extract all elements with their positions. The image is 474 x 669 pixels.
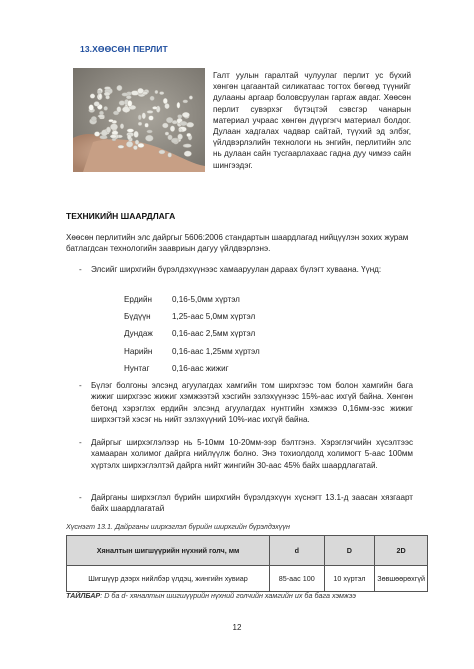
perlite-granule <box>145 135 153 141</box>
table-caption: Хүснэгт 13.1. Дайрганы ширхэглэл бүрийн ширхгийн бүрэлдэхүүн <box>66 522 290 531</box>
tech-requirements-heading: ТЕХНИКИЙН ШААРДЛАГА <box>66 211 176 221</box>
perlite-granule <box>166 117 173 123</box>
perlite-granule <box>104 106 108 110</box>
perlite-granule <box>165 103 170 108</box>
perlite-granule <box>99 94 102 100</box>
bullet-dash: - <box>79 438 82 447</box>
perlite-granule <box>138 115 141 120</box>
perlite-granule <box>94 102 100 107</box>
perlite-granule <box>155 90 158 93</box>
perlite-granule <box>90 94 95 99</box>
perlite-granule <box>119 101 125 106</box>
perlite-granule <box>104 92 110 96</box>
table-cell: Шигшүүр дээрх нийлбэр үлдэц, жингийн хувиар <box>67 566 270 592</box>
perlite-granule <box>184 151 191 157</box>
perlite-granule <box>117 107 121 113</box>
size-name: Дундаж <box>124 329 153 339</box>
table-header-cell: D <box>324 536 375 566</box>
page-number: 12 <box>232 623 242 632</box>
size-range: 0,16-аас жижиг <box>172 363 229 373</box>
perlite-granule <box>147 130 153 133</box>
perlite-granule <box>120 124 124 129</box>
size-name: Нарийн <box>124 346 153 356</box>
bullet-item <box>79 492 413 515</box>
perlite-granule <box>159 150 165 154</box>
perlite-granule <box>94 132 99 137</box>
perlite-granule <box>110 135 117 138</box>
perlite-granule <box>135 140 139 145</box>
size-range: 1,25-аас 5,0мм хүртэл <box>172 312 256 322</box>
tech-requirements-paragraph: Хөөсөн перлитийн элс дайргыг 5606:2006 стандартын шаардлагад нийцүүлэн зохих журам батлагдсан технологийн заавриын дагуу үйлдвэрлэнэ. <box>66 233 409 254</box>
table-row <box>67 566 428 592</box>
perlite-granule <box>160 92 164 95</box>
perlite-photo <box>73 68 205 172</box>
size-range: 0,16-аас 1,25мм хүртэл <box>172 346 260 356</box>
table-note <box>66 591 356 600</box>
perlite-granule <box>177 102 180 108</box>
perlite-granule <box>152 106 157 109</box>
table-cell: 85-аас 100 <box>270 566 325 592</box>
perlite-granule <box>186 122 193 127</box>
perlite-granule <box>134 131 139 137</box>
perlite-granule <box>189 96 192 100</box>
perlite-granule <box>168 153 172 157</box>
perlite-granule <box>133 146 137 150</box>
perlite-granule <box>178 115 182 119</box>
bullet-item <box>79 264 411 275</box>
perlite-granule <box>171 138 177 143</box>
perlite-granule <box>147 110 153 113</box>
perlite-granule <box>128 100 133 106</box>
perlite-granule <box>179 129 183 132</box>
perlite-granule <box>127 129 134 133</box>
perlite-granule <box>183 100 188 103</box>
perlite-granule <box>126 141 133 147</box>
perlite-granule <box>138 88 144 93</box>
table-header-cell: Хяналтын шигшүүрийн нүхний голч, мм <box>67 536 270 566</box>
perlite-granule <box>109 119 114 122</box>
grading-table <box>66 535 428 592</box>
table-cell: 10 хүртэл <box>324 566 375 592</box>
intro-paragraph: Галт уулын гаралтай чулуулаг перлит ус бүхий хөнгөн цагаантай силикатаас тогтох бөгөөд түүнийг дулааны аргаар боловсруулан гаргаж авдаг. Хөөсөн перлит сувэрхэг бүтэцтэй сэвсгэр чанарын материал учраас хөнгөн дүүргэгч материал болдог. Дулаан хадгалах чадвар сайтай, түүхий эд элбэг, үйлдвэрлэлийн технологи нь энгийн, перлитийн элс нь дулаан сайн тусгаарлахаас гадна дуу чимээ сайн шингээдэг. <box>213 71 411 170</box>
bullet-text: Дайргыг ширхэглэлээр нь 5-10мм 10-20мм-ээр бэлтгэнэ. Хэрэглэгчийн хүсэлтээс хамааран холимог дайрга нийлүүлж болно. Энэ тохиолдолд холимогт 5-аас 100мм хүртэлх ширхэглэлтэй дайрга нийт жингийн 30-аас 45% байх шаардлагатай. <box>91 438 413 470</box>
section-title: 13.ХӨӨСӨН ПЕРЛИТ <box>80 44 168 54</box>
perlite-granule <box>104 87 110 90</box>
perlite-granule <box>127 134 131 140</box>
table-header-cell: d <box>270 536 325 566</box>
note-text: : D ба d- хяналтын шигшүүрийн нүхний голчийн хамгийн их ба бага хэмжээ <box>100 591 356 600</box>
perlite-granule <box>182 112 189 117</box>
perlite-granule <box>150 96 154 100</box>
bullet-text: Дайрганы ширхэглэл бүрийн ширхгийн бүрэлдэхүүн хүснэгт 13.1-д заасан хязгаарт байх шаардлагатай <box>91 493 413 514</box>
perlite-granule <box>162 123 168 128</box>
perlite-granule <box>184 144 192 148</box>
size-range: 0,16-5,0мм хүртэл <box>172 295 240 304</box>
perlite-granule <box>163 98 167 104</box>
perlite-granule <box>165 132 169 135</box>
perlite-granule <box>178 134 183 140</box>
perlite-granule <box>149 116 154 121</box>
bullet-dash: - <box>79 493 82 502</box>
bullet-dash: - <box>79 265 82 274</box>
perlite-granule <box>98 115 105 118</box>
table-header-cell: 2D <box>375 536 428 566</box>
perlite-granule <box>145 123 149 127</box>
size-name: Ердийн <box>124 295 152 304</box>
perlite-granule <box>117 85 122 90</box>
bullet-item <box>79 437 413 471</box>
perlite-hand-image <box>73 68 205 172</box>
perlite-granule <box>91 116 96 121</box>
note-lead: ТАЙЛБАР <box>66 591 101 600</box>
perlite-granule <box>110 124 117 130</box>
bullet-text: Бүлэг болгоны элсэнд агуулагдах хамгийн том ширхгээс том болон хамгийн бага жижиг ширхгээс жижиг хэмжээтэй хэсгийн эзлэхүүнээс 15%-аас ихгүй байна. Хөнгөн бетонд хэрэглэх ердийн элсэнд агуулагдах нунтгийн хэмжээ 0,16мм-ээс жижиг ширхэгтэй хэсэг нь нийт эзлэхүүний 10%-иас ихгүй байна. <box>91 381 413 425</box>
perlite-granule <box>142 113 146 119</box>
perlite-granule <box>112 131 118 135</box>
perlite-granule <box>180 121 187 125</box>
table-header-row <box>67 536 428 566</box>
perlite-granule <box>122 93 128 96</box>
perlite-granule <box>118 145 124 148</box>
perlite-granule <box>89 105 94 111</box>
perlite-granule <box>187 133 191 137</box>
size-name: Бүдүүн <box>124 312 151 322</box>
size-name: Нунтаг <box>124 363 150 373</box>
perlite-granule <box>106 127 111 133</box>
table-cell: Зөвшөөрөхгүй <box>375 566 428 592</box>
bullet-text: Элсийг ширхгийн бүрэлдэхүүнээс хамааруулан дараах бүлэгт хуваана. Үүнд: <box>91 265 382 274</box>
perlite-granule <box>138 122 142 126</box>
size-range: 0,16-аас 2,5мм хүртэл <box>172 329 256 339</box>
bullet-dash: - <box>79 381 82 390</box>
bullet-item <box>79 380 413 426</box>
perlite-granule <box>170 126 175 132</box>
